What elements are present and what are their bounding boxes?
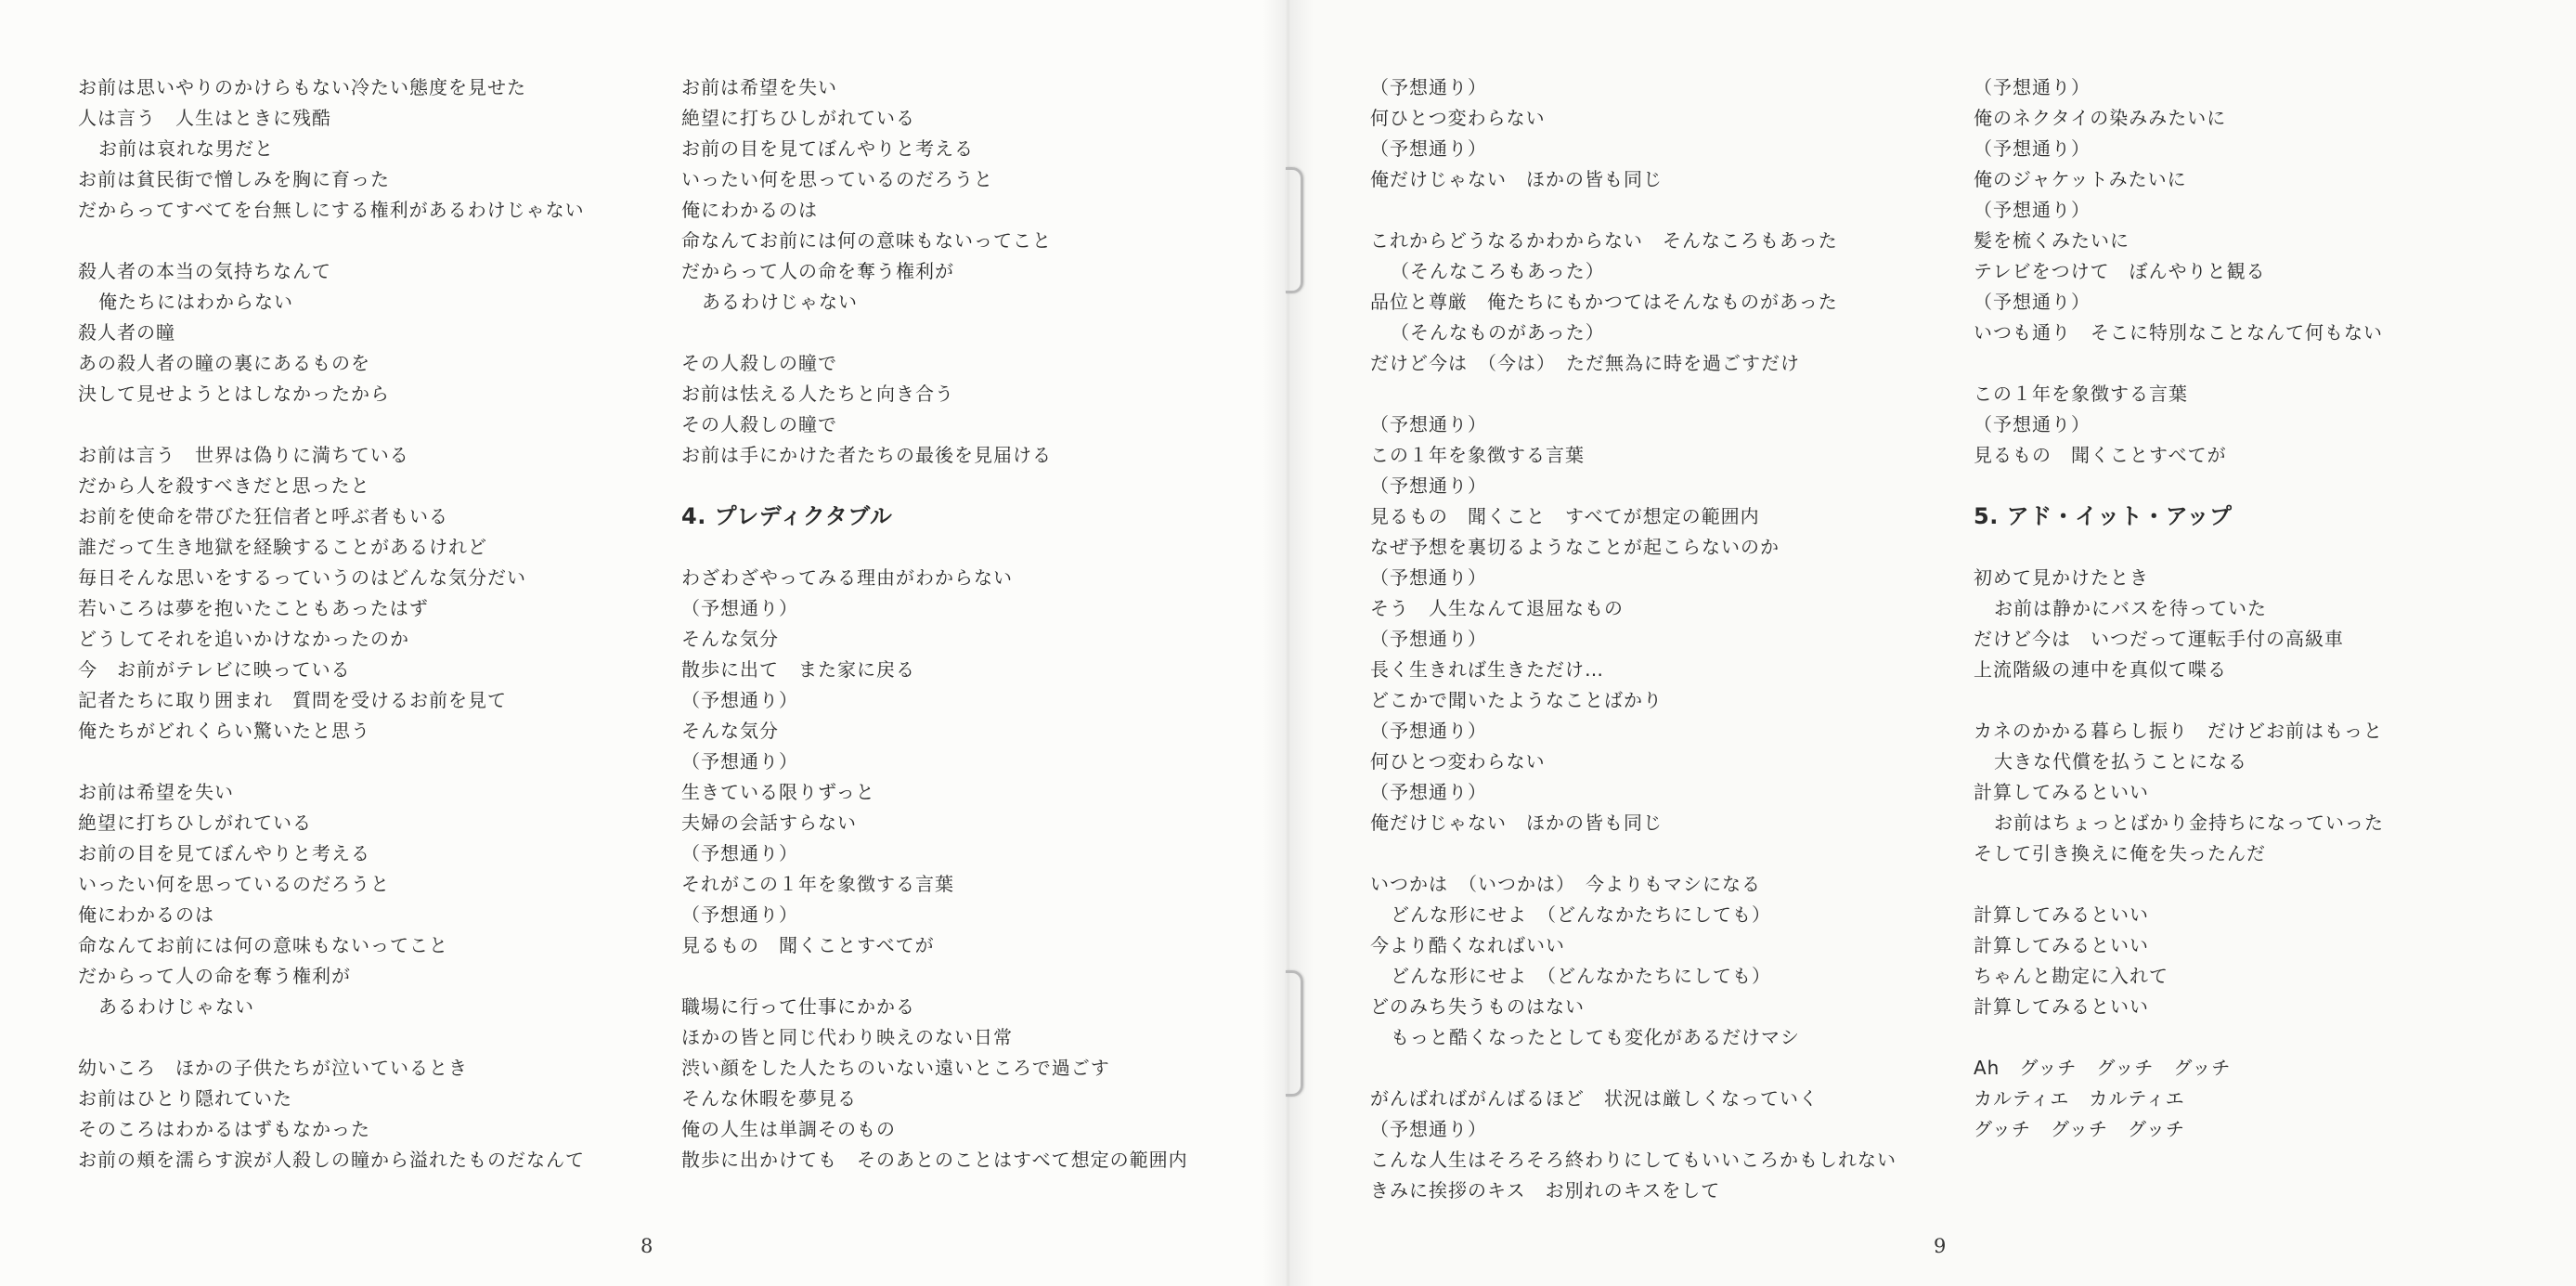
lyric-line: テレビをつけて ぼんやりと観る (1974, 260, 2266, 282)
lyric-line: どうしてそれを追いかけなかったのか (78, 628, 409, 650)
lyric-line: そんな休暇を夢見る (681, 1087, 857, 1110)
lyric-line: いつかは （いつかは） 今よりもマシになる (1370, 873, 1761, 895)
lyric-line: （予想通り） (1370, 76, 1487, 98)
stanza-gap (1370, 1053, 1927, 1084)
lyric-line: （予想通り） (1974, 291, 2091, 313)
song-title: 5. アド・イット・アップ (1974, 503, 2233, 529)
lyric-line: ほかの皆と同じ代わり映えのない日常 (681, 1026, 1013, 1048)
lyric-line: 命なんてお前には何の意味もないってこと (78, 934, 448, 956)
lyric-line: 誰だって生き地獄を経験することがあるけれど (78, 536, 487, 558)
lyric-line: そのころはわかるはずもなかった (78, 1118, 370, 1140)
lyrics-column-1 (78, 72, 672, 1176)
page-number-right: 9 (1934, 1235, 1947, 1257)
lyric-line: カルティエ カルティエ (1974, 1087, 2185, 1110)
lyric-line: 俺にわかるのは (78, 903, 214, 926)
lyric-line: 今 お前がテレビに映っている (78, 658, 351, 681)
lyric-line: この１年を象徴する言葉 (1370, 444, 1585, 466)
lyric-line: お前の目を見てぼんやりと考える (681, 137, 974, 160)
lyric-line: お前は思いやりのかけらもない冷たい態度を見せた (78, 76, 526, 98)
lyric-stanza (1974, 1053, 2549, 1145)
lyric-line: （予想通り） (1974, 137, 2091, 160)
lyric-line: だけど今は いつだって運転手付の高級車 (1974, 628, 2344, 650)
lyric-line: お前は静かにバスを待っていた (1994, 597, 2267, 619)
lyric-stanza (1974, 72, 2549, 348)
lyric-line: わざわざやってみる理由がわからない (681, 566, 1013, 589)
lyric-line: 絶望に打ちひしがれている (78, 812, 312, 834)
stanza-gap (78, 1022, 672, 1053)
lyric-stanza (78, 256, 672, 409)
lyric-line: いったい何を思っているのだろうと (681, 168, 993, 190)
lyric-line: （予想通り） (681, 597, 798, 619)
lyric-line: （そんなころもあった） (1391, 260, 1605, 282)
lyric-line: 計算してみるといい (1974, 995, 2149, 1018)
lyric-line: どこかで聞いたようなことばかり (1370, 689, 1663, 711)
lyric-line: （予想通り） (1370, 1118, 1487, 1140)
lyric-line: 俺のジャケットみたいに (1974, 168, 2187, 190)
lyric-line: お前は希望を失い (78, 781, 234, 803)
lyric-line: だからって人の命を奪う権利が (681, 260, 954, 282)
lyric-stanza (1974, 563, 2549, 685)
lyric-line: 散歩に出て また家に戻る (681, 658, 915, 681)
lyric-line: お前を使命を帯びた狂信者と呼ぶ者もいる (78, 505, 448, 527)
lyric-line: 長く生きれば生きただけ… (1370, 658, 1604, 681)
lyric-line: （予想通り） (1370, 413, 1487, 435)
lyric-line: 絶望に打ちひしがれている (681, 107, 915, 129)
lyric-line: そんな気分 (681, 628, 779, 650)
lyric-line: 夫婦の会話すらない (681, 812, 857, 834)
lyric-stanza (78, 440, 672, 747)
lyric-line: 俺にわかるのは (681, 199, 818, 221)
lyric-line: どのみち失うものはない (1370, 995, 1585, 1018)
lyric-line: お前は怯える人たちと向き合う (681, 383, 954, 405)
lyric-line: 髪を梳くみたいに (1974, 229, 2129, 252)
lyric-line: （予想通り） (1370, 720, 1487, 742)
lyric-line: 計算してみるといい (1974, 903, 2149, 926)
lyric-line: 殺人者の本当の気持ちなんて (78, 260, 331, 282)
lyric-line: 殺人者の瞳 (78, 321, 175, 344)
lyric-line: そして引き換えに俺を失ったんだ (1974, 842, 2266, 864)
lyric-line: この１年を象徴する言葉 (1974, 383, 2188, 405)
lyric-stanza (1974, 379, 2549, 471)
lyric-stanza (681, 348, 1257, 471)
lyric-line: 命なんてお前には何の意味もないってこと (681, 229, 1052, 252)
lyric-stanza (78, 72, 672, 226)
lyric-line: Ah グッチ グッチ グッチ (1974, 1057, 2232, 1079)
lyric-line: そんな気分 (681, 720, 779, 742)
lyric-line: （予想通り） (1974, 76, 2091, 98)
lyric-stanza (78, 777, 672, 1022)
lyric-stanza (1974, 900, 2549, 1022)
lyric-line: 品位と尊厳 俺たちにもかつてはそんなものがあった (1370, 291, 1838, 313)
song-title: 4. プレディクタブル (681, 503, 893, 529)
lyric-line: いったい何を思っているのだろうと (78, 873, 390, 895)
lyric-line: 計算してみるといい (1974, 934, 2149, 956)
lyric-line: お前は貧民街で憎しみを胸に育った (78, 168, 390, 190)
lyric-stanza (1370, 72, 1927, 195)
lyric-line: 渋い顔をした人たちのいない遠いところで過ごす (681, 1057, 1110, 1079)
lyric-line: 生きている限りずっと (681, 781, 875, 803)
lyric-line: どんな形にせよ （どんなかたちにしても） (1391, 965, 1771, 987)
lyric-line: 人は言う 人生はときに残酷 (78, 107, 331, 129)
lyric-line: （予想通り） (681, 750, 798, 773)
page-number-left: 8 (641, 1235, 654, 1257)
lyric-line: あるわけじゃない (98, 995, 254, 1018)
lyric-line: 見るもの 聞くこと すべてが想定の範囲内 (1370, 505, 1760, 527)
lyric-line: そう 人生なんて退屈なもの (1370, 597, 1624, 619)
staple-bottom (1286, 970, 1303, 1097)
lyric-line: あの殺人者の瞳の裏にあるものを (78, 352, 370, 374)
lyric-line: お前は言う 世界は偽りに満ちている (78, 444, 409, 466)
lyric-stanza (78, 1053, 672, 1176)
lyric-line: （予想通り） (1370, 566, 1487, 589)
lyric-stanza (1370, 409, 1927, 838)
lyric-line: 散歩に出かけても そのあとのことはすべて想定の範囲内 (681, 1149, 1188, 1171)
stanza-gap (78, 747, 672, 777)
lyric-line: （予想通り） (1370, 628, 1487, 650)
lyric-line: その人殺しの瞳で (681, 413, 837, 435)
stanza-gap (1370, 379, 1927, 409)
lyric-line: 初めて見かけたとき (1974, 566, 2149, 589)
lyric-line: （予想通り） (1974, 199, 2091, 221)
stanza-gap (1370, 195, 1927, 226)
lyric-line: カネのかかる暮らし振り だけどお前はもっと (1974, 720, 2383, 742)
lyric-line: （予想通り） (1370, 137, 1487, 160)
lyric-line: ちゃんと勘定に入れて (1974, 965, 2168, 987)
lyric-line: （予想通り） (681, 842, 798, 864)
lyric-line: お前の目を見てぼんやりと考える (78, 842, 370, 864)
lyric-line: 上流階級の連中を真似て喋る (1974, 658, 2227, 681)
lyric-line: 俺だけじゃない ほかの皆も同じ (1370, 168, 1663, 190)
lyric-line: 大きな代償を払うことになる (1994, 750, 2247, 773)
lyric-line: いつも通り そこに特別なことなんて何もない (1974, 321, 2383, 344)
lyric-line: （予想通り） (681, 903, 798, 926)
lyric-line: あるわけじゃない (702, 291, 858, 313)
lyric-line: 幼いころ ほかの子供たちが泣いているとき (78, 1057, 468, 1079)
lyrics-column-3 (1370, 72, 1927, 1206)
lyric-stanza (1370, 1084, 1927, 1206)
stanza-gap (1974, 348, 2549, 379)
lyric-line: 見るもの 聞くことすべてが (1974, 444, 2227, 466)
lyric-line: お前はちょっとばかり金持ちになっていった (1994, 812, 2384, 834)
lyric-line: （予想通り） (681, 689, 798, 711)
lyric-line: 今より酷くなればいい (1370, 934, 1565, 956)
lyric-line: お前は希望を失い (681, 76, 837, 98)
lyric-stanza (1370, 869, 1927, 1053)
lyric-line: もっと酷くなったとしても変化があるだけマシ (1391, 1026, 1800, 1048)
lyric-line: 決して見せようとはしなかったから (78, 383, 390, 405)
lyric-line: これからどうなるかわからない そんなころもあった (1370, 229, 1838, 252)
lyric-line: （予想通り） (1370, 781, 1487, 803)
lyrics-column-4 (1974, 72, 2549, 1145)
lyric-line: お前の頬を濡らす涙が人殺しの瞳から溢れたものだなんて (78, 1149, 585, 1171)
lyric-line: お前はひとり隠れていた (78, 1087, 292, 1110)
stanza-gap (681, 961, 1257, 992)
stanza-gap (78, 226, 672, 256)
lyric-line: 何ひとつ変わらない (1370, 107, 1546, 129)
lyric-line: 俺の人生は単調そのもの (681, 1118, 896, 1140)
lyric-line: 若いころは夢を抱いたこともあったはず (78, 597, 429, 619)
lyric-line: だけど今は （今は） ただ無為に時を過ごすだけ (1370, 352, 1800, 374)
stanza-gap (1974, 869, 2549, 900)
lyric-line: 俺たちがどれくらい驚いたと思う (78, 720, 370, 742)
lyric-line: だからってすべてを台無しにする権利があるわけじゃない (78, 199, 585, 221)
lyric-line: その人殺しの瞳で (681, 352, 837, 374)
lyric-line: 計算してみるといい (1974, 781, 2149, 803)
lyric-line: どんな形にせよ （どんなかたちにしても） (1391, 903, 1771, 926)
lyric-line: お前は哀れな男だと (98, 137, 274, 160)
lyric-line: 記者たちに取り囲まれ 質問を受けるお前を見て (78, 689, 507, 711)
lyric-line: こんな人生はそろそろ終わりにしてもいいころかもしれない (1370, 1149, 1896, 1171)
lyric-line: 見るもの 聞くことすべてが (681, 934, 935, 956)
lyric-line: 何ひとつ変わらない (1370, 750, 1546, 773)
lyric-line: （予想通り） (1974, 413, 2091, 435)
lyric-line: 俺たちにはわからない (98, 291, 293, 313)
lyric-line: だからって人の命を奪う権利が (78, 965, 351, 987)
lyric-line: （そんなものがあった） (1391, 321, 1605, 344)
stanza-gap (681, 318, 1257, 348)
stanza-gap (1370, 838, 1927, 869)
lyric-line: だから人を殺すべきだと思ったと (78, 474, 370, 497)
lyric-stanza (681, 72, 1257, 318)
staple-top (1286, 167, 1303, 293)
stanza-gap (1974, 685, 2549, 716)
lyric-line: 毎日そんな思いをするっていうのはどんな気分だい (78, 566, 526, 589)
lyric-line: なぜ予想を裏切るようなことが起こらないのか (1370, 536, 1780, 558)
lyric-line: （予想通り） (1370, 474, 1487, 497)
lyric-line: お前は手にかけた者たちの最後を見届ける (681, 444, 1052, 466)
lyric-line: 俺だけじゃない ほかの皆も同じ (1370, 812, 1663, 834)
lyric-line: がんばればがんばるほど 状況は厳しくなっていく (1370, 1087, 1819, 1110)
lyric-line: 職場に行って仕事にかかる (681, 995, 915, 1018)
stanza-gap (78, 409, 672, 440)
lyric-line: それがこの１年を象徴する言葉 (681, 873, 954, 895)
lyric-stanza (681, 563, 1257, 961)
lyric-line: 俺のネクタイの染みみたいに (1974, 107, 2227, 129)
lyric-stanza (1370, 226, 1927, 379)
lyrics-column-2 (681, 72, 1257, 1176)
lyric-line: きみに挨拶のキス お別れのキスをして (1370, 1179, 1721, 1202)
stanza-gap (1974, 1022, 2549, 1053)
lyric-stanza (1974, 716, 2549, 869)
lyric-stanza (681, 992, 1257, 1176)
lyric-line: グッチ グッチ グッチ (1974, 1118, 2185, 1140)
